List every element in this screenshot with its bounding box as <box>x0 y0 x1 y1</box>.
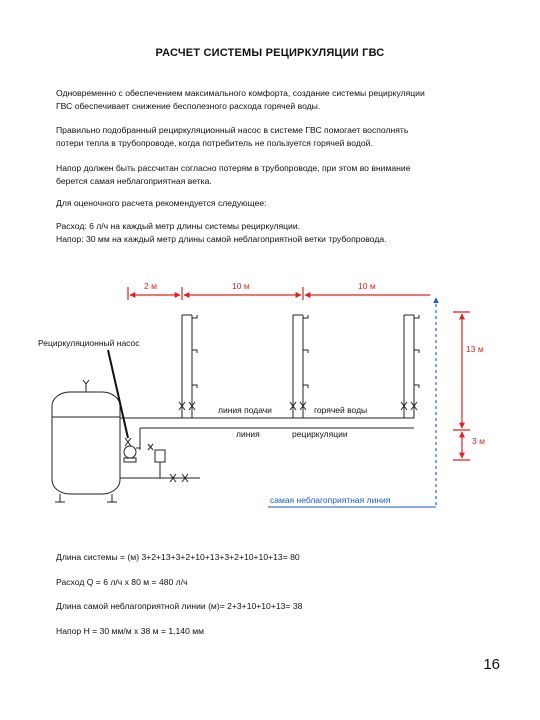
paragraph-head <box>56 162 502 188</box>
paragraph-recommend <box>56 197 502 210</box>
return-line-label: рециркуляции <box>292 429 348 439</box>
main-pipes <box>120 418 414 450</box>
paragraph-pump <box>56 124 502 150</box>
calc-worst-length: Длина самой неблагоприятной линии (м)= 2+3+10+10+13= 38 <box>56 601 303 611</box>
pump-label: Рециркуляционный насос <box>38 338 140 348</box>
supply-line-label: горячей воды <box>314 405 368 415</box>
dim-10m-label: 10 м <box>232 281 250 291</box>
risers <box>179 315 419 418</box>
dimension-vertical <box>453 312 470 460</box>
paragraph-rates <box>56 220 502 246</box>
calc-head: Напор H = 30 мм/м х 38 м = 1,140 мм <box>56 626 205 636</box>
dim-3m-label: 3 м <box>472 436 485 446</box>
paragraph-line: Правильно подобранный рециркуляционный насос в системе ГВС помогает восполнять <box>56 125 409 135</box>
page-title: РАСЧЕТ СИСТЕМЫ РЕЦИРКУЛЯЦИИ ГВС <box>155 47 385 59</box>
paragraph-line: Напор должен быть рассчитан согласно потерям в трубопроводе, при этом во внимание <box>56 163 411 173</box>
paragraph-line: берется самая неблагоприятная ветка. <box>56 176 212 186</box>
paragraph-line: ГВС обеспечивает снижение бесполезного расхода горячей воды. <box>56 101 321 111</box>
paragraph-line: Напор: 30 мм на каждый метр длины самой неблагоприятной ветки трубопровода. <box>56 234 387 244</box>
paragraph-intro <box>56 87 502 113</box>
calc-system-length: Длина системы = (м) 3+2+13+3+2+10+13+3+2+10+10+13= 80 <box>56 552 300 562</box>
recirculation-pump <box>124 438 140 462</box>
calc-flow: Расход Q = 6 л/ч х 80 м = 480 л/ч <box>56 577 188 587</box>
page-number: 16 <box>483 656 500 673</box>
dimension-horizontal <box>128 287 430 300</box>
paragraph-line: Расход: 6 л/ч на каждый метр длины системы рециркуляции. <box>56 221 301 231</box>
dim-13m-label: 13 м <box>466 344 484 354</box>
recirculation-diagram <box>0 270 540 520</box>
worst-branch-label: самая неблагоприятная линия <box>270 495 391 505</box>
supply-line-label: линия подачи <box>218 405 272 415</box>
paragraph-line: Одновременно с обеспечением максимального комфорта, создание системы рециркуляции <box>56 88 425 98</box>
dim-2m-label: 2 м <box>144 281 157 291</box>
water-heater-tank <box>52 380 120 502</box>
return-line-label: линия <box>236 429 260 439</box>
cold-water-inlet <box>120 444 200 482</box>
paragraph-line: Для оценочного расчета рекомендуется следующее: <box>56 198 267 208</box>
dim-10m-label: 10 м <box>358 281 376 291</box>
paragraph-line: потери тепла в трубопроводе, когда потребитель не пользуется горячей водой. <box>56 138 373 148</box>
